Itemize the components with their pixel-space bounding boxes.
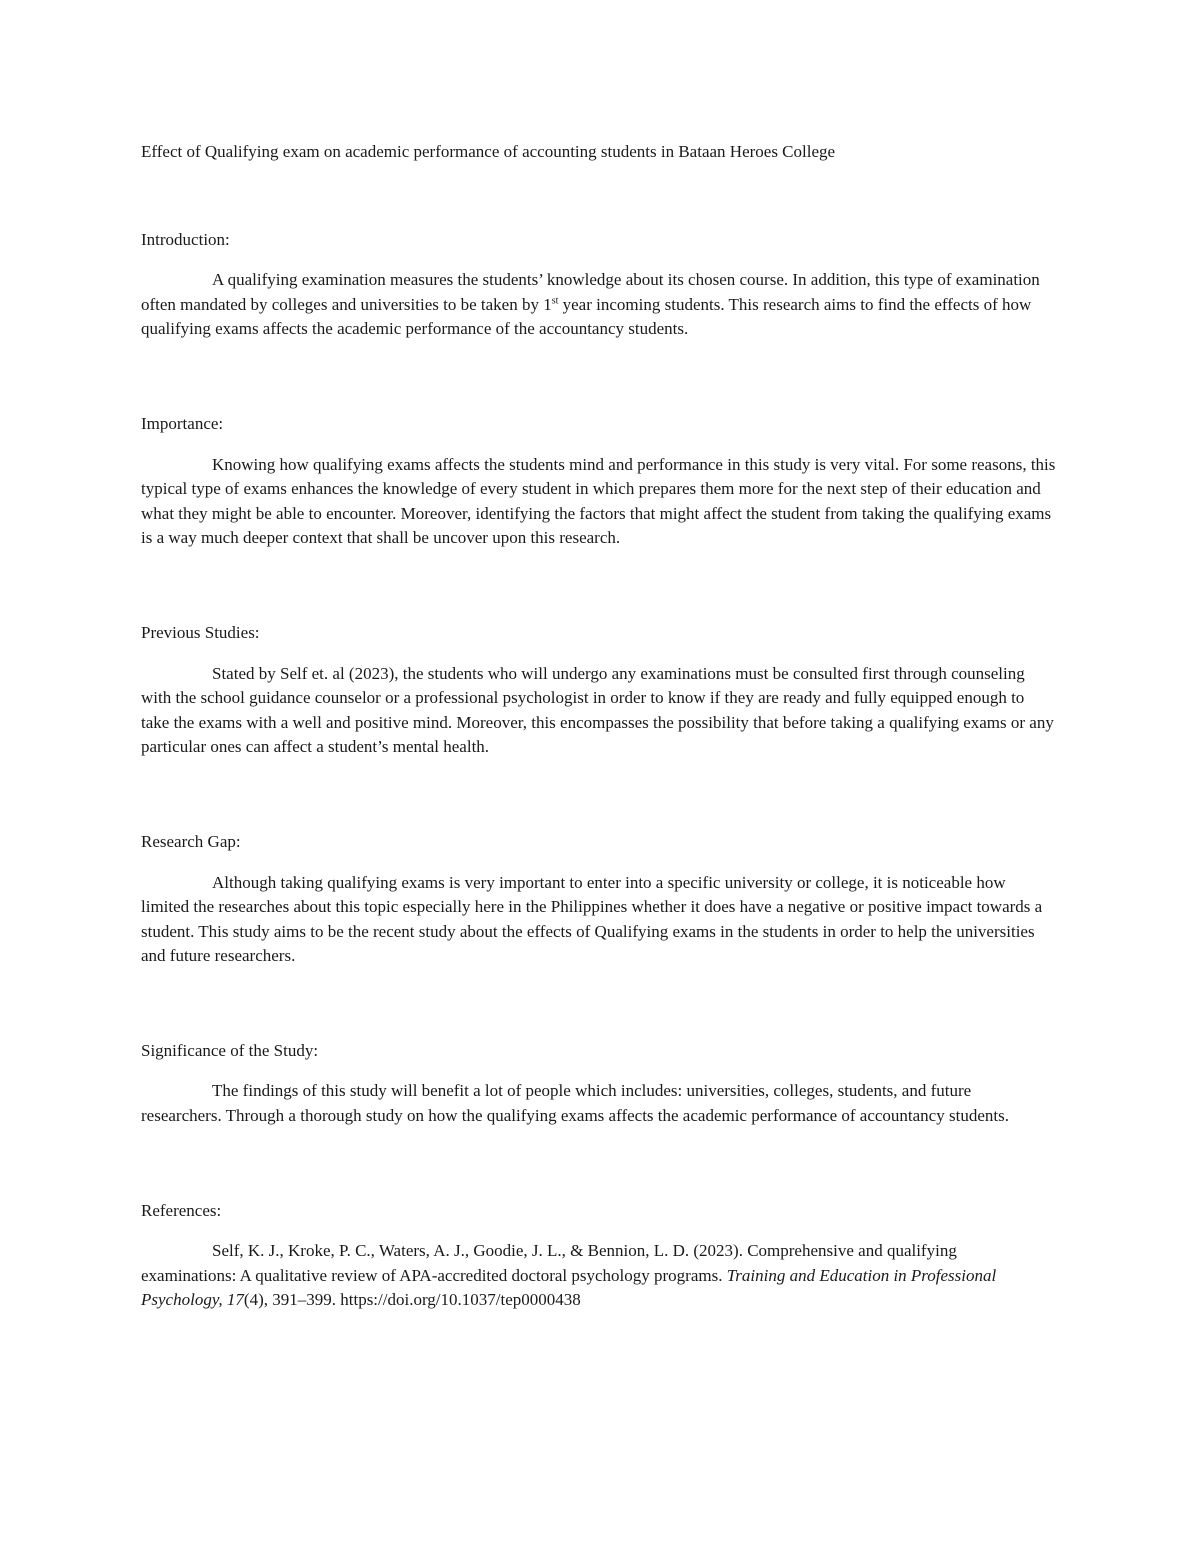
reference-journal: Training and Education in Professional Psychology, 17 — [141, 1265, 997, 1310]
references-heading: References: — [141, 1200, 222, 1220]
research-gap-paragraph: Although taking qualifying exams is very important to enter into a specific university or college, it is noticeable how limited the researches about this topic especially here in the Philippines whether it does have a negative or positive impact towards a student. This study aims to be the recent study about the effects of Qualifying exams in the students in order to help the universities and future researchers. — [141, 872, 1043, 966]
importance-heading: Importance: — [141, 413, 224, 433]
reference-authors-title: Self, K. J., Kroke, P. C., Waters, A. J., Goodie, J. L., & Bennion, L. D. (2023). Comprehensive and qualifying examinations: A qualitative review of APA-accredited doctoral psychology programs. — [141, 1241, 957, 1285]
importance-paragraph: Knowing how qualifying exams affects the students mind and performance in this study is very vital. For some reasons, this typical type of exams enhances the knowledge of every student in which prepares them more for the next step of their education and what they might be able to encounter. Moreover, identifying the factors that might affect the student from taking the qualifying exams is a way much deeper context that shall be uncover upon this research. — [141, 454, 1056, 548]
document-title: Effect of Qualifying exam on academic performance of accounting students in Bataan Heroes College — [141, 142, 836, 161]
document-page — [141, 140, 1056, 1313]
introduction-superscript: st — [551, 295, 559, 307]
previous-studies-heading: Previous Studies: — [141, 622, 260, 642]
introduction-heading: Introduction: — [141, 229, 230, 249]
reference-issue-pages-doi: (4), 391–399. https://doi.org/10.1037/tep0000438 — [243, 1290, 581, 1310]
introduction-text-b: year incoming students. This research aims to find the effects of how qualifying exams affects the academic performance of the accountancy students. — [141, 294, 1032, 339]
significance-paragraph: The findings of this study will benefit a lot of people which includes: universities, colleges, students, and future researchers. Through a thorough study on how the qualifying exams affects the academic performance of accountancy students. — [141, 1081, 1009, 1126]
significance-heading: Significance of the Study: — [141, 1040, 319, 1060]
previous-studies-paragraph: Stated by Self et. al (2023), the students who will undergo any examinations must be consulted first through counseling with the school guidance counselor or a professional psychologist in order to know if they are ready and fully equipped enough to take the exams with a well and positive mind. Moreover, this encompasses the possibility that before taking a qualifying exams or any particular ones can affect a student’s mental health. — [141, 663, 1054, 757]
introduction-paragraph — [141, 268, 1056, 342]
research-gap-heading: Research Gap: — [141, 831, 241, 851]
introduction-text-a: A qualifying examination measures the students’ knowledge about its chosen course. In addition, this type of examination often mandated by colleges and universities to be taken by 1 — [141, 270, 1040, 314]
reference-entry — [141, 1239, 1056, 1313]
